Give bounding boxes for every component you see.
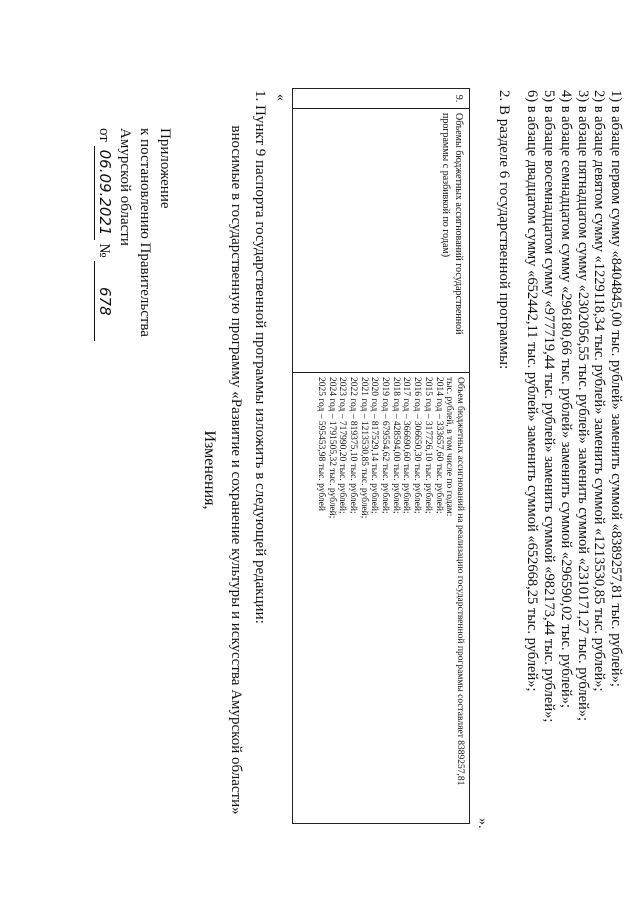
passport-table: [292, 88, 470, 824]
date-prefix: от: [96, 128, 112, 142]
table-row-number: 9.: [293, 89, 469, 109]
change-item: 5) в абзаце восемнадцатом сумму «977719,44 тыс. рублей» заменить суммой «982173,44 тыс. рублей»;: [541, 90, 558, 723]
value-line: 2023 год – 717990,20 тыс. рублей;: [337, 377, 348, 514]
closing-quote: ».: [475, 818, 490, 829]
change-item: 6) в абзаце двадцатом сумму «652442,11 тыс. рублей» заменить суммой «652668,25 тыс. рублей»;: [524, 90, 541, 692]
change-item: 1) в абзаце первом сумму «8404845,00 тыс. рублей» заменить суммой «8389257,81 тыс. рублей»;: [608, 90, 624, 687]
approval-line-3: Амурской области: [117, 128, 133, 246]
value-line: 2019 год – 679554,62 тыс. рублей;: [380, 377, 391, 514]
section-2-heading: 2. В разделе 6 государственной программы:: [496, 90, 512, 370]
value-line: 2014 год – 333657,60 тыс. рублей;: [433, 377, 444, 514]
value-line: 2022 год – 819375,10 тыс. рублей;: [347, 377, 358, 514]
approval-date-line: [94, 128, 115, 368]
opening-quote: «: [273, 94, 288, 101]
value-line: 2017 год – 366690,60 тыс. рублей;: [401, 377, 412, 514]
value-line: 2020 год – 817529,14 тыс. рублей;: [369, 377, 380, 514]
value-line: 2018 год – 428594,00 тыс. рублей;: [390, 377, 401, 514]
value-line: 2025 год – 595453,98 тыс. рублей: [315, 377, 326, 511]
approval-line-2: к постановлению Правительства: [137, 128, 153, 337]
number-sign: №: [96, 243, 112, 258]
change-item: 2) в абзаце девятом сумму «1229118,34 тыс. рублей» заменить суммой «1213530,85 тыс. рублей»;: [591, 90, 608, 692]
table-row-value: [293, 373, 469, 825]
change-item: 3) в абзаце пятнадцатом сумму «2302056,55 тыс. рублей» заменить суммой «2310171,27 тыс. рублей»;: [574, 90, 591, 722]
value-line: 2016 год – 306650,30 тыс. рублей;: [412, 377, 423, 514]
value-line: 2021 год – 1213530,85 тыс. рублей;: [358, 377, 369, 519]
approval-line-1: Приложение: [157, 128, 173, 209]
handwritten-number: 678: [94, 261, 115, 341]
document-subtitle: вносимые в государственную программу «Развитие и сохранение культуры и искусства Амурской области»: [228, 125, 244, 815]
document-title: Изменения,: [201, 430, 218, 510]
value-line: тыс. рублей, в том числе по годам:: [444, 377, 455, 517]
value-line: 2015 год – 317726,10 тыс. рублей;: [422, 377, 433, 514]
value-line: Объем бюджетных ассигнований на реализацию государственной программы составляет 8389257,81: [455, 377, 465, 786]
approval-stamp-block: [94, 128, 175, 368]
table-row-name: Объемы бюджетных ассигнований государственной программы с разбивкой по годам): [293, 109, 469, 373]
change-item: 4) в абзаце семнадцатом сумму «296180,66 тыс. рублей» заменить суммой «296590,02 тыс. рублей»;: [557, 90, 574, 709]
changes-list: [524, 90, 624, 722]
point-1-text: 1. Пункт 9 паспорта государственной программы изложить в следующей редакции:: [252, 90, 268, 624]
value-line: 2024 год – 1791505,32 тыс. рублей;: [326, 377, 337, 519]
handwritten-date: 06.09.2021: [94, 146, 115, 240]
